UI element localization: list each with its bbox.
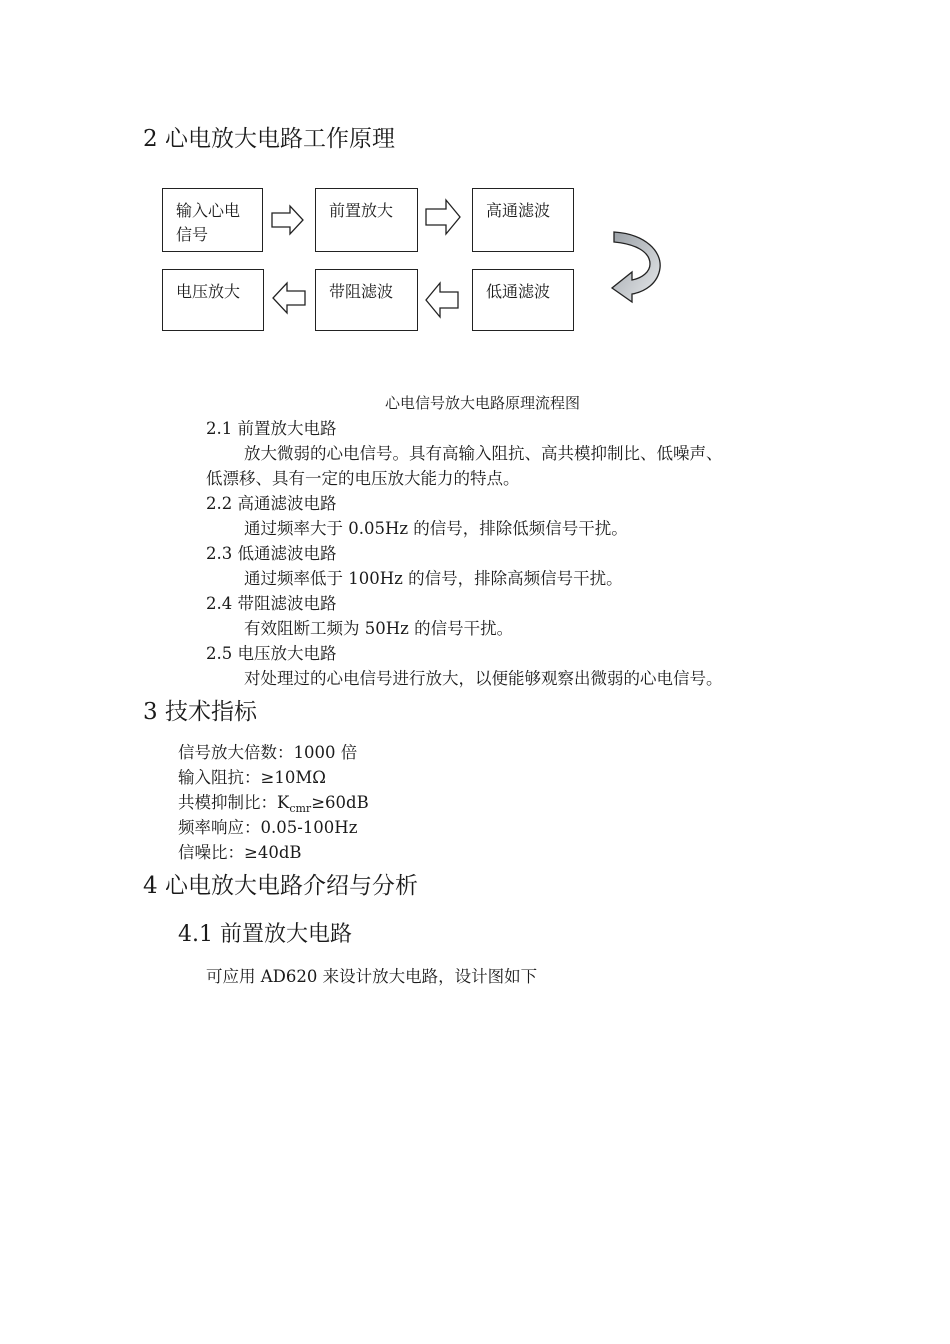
section-3-heading: 3 技术指标 — [143, 699, 257, 725]
arrow-left-icon — [424, 281, 460, 319]
flow-box-voltage-amp: 电压放大 — [162, 269, 264, 331]
flow-box-input: 输入心电信号 — [162, 188, 263, 252]
spec-cmrr-prefix: 共模抑制比：K — [178, 793, 290, 812]
flowchart-caption: 心电信号放大电路原理流程图 — [385, 394, 581, 412]
spec-input-impedance: 输入阻抗：≥10MΩ — [178, 768, 326, 787]
subsection-2-2-text: 通过频率大于 0.05Hz 的信号，排除低频信号干扰。 — [244, 519, 628, 538]
curved-arrow-icon — [606, 228, 666, 306]
spec-cmrr-suffix: ≥60dB — [311, 793, 369, 812]
spec-cmrr-subscript: cmr — [289, 802, 312, 815]
arrow-right-icon — [270, 204, 306, 236]
spec-cmrr — [178, 789, 369, 815]
subsection-2-4-text: 有效阻断工频为 50Hz 的信号干扰。 — [244, 619, 514, 638]
spec-frequency-response: 频率响应：0.05-100Hz — [178, 818, 358, 837]
section-2-heading: 2 心电放大电路工作原理 — [143, 126, 395, 152]
flow-box-highpass: 高通滤波 — [472, 188, 574, 252]
subsection-2-1-title: 2.1 前置放大电路 — [206, 419, 337, 438]
flow-box-bandstop: 带阻滤波 — [315, 269, 418, 331]
flow-box-preamp: 前置放大 — [315, 188, 418, 252]
subsection-2-4-title: 2.4 带阻滤波电路 — [206, 594, 337, 613]
arrow-left-icon — [271, 281, 307, 315]
subsection-2-2-title: 2.2 高通滤波电路 — [206, 494, 337, 513]
subsection-4-1-title: 4.1 前置放大电路 — [178, 922, 352, 947]
spec-snr: 信噪比：≥40dB — [178, 843, 302, 862]
subsection-2-1-text-line1: 放大微弱的心电信号。具有高输入阻抗、高共模抑制比、低噪声、 — [244, 444, 723, 463]
subsection-2-3-text: 通过频率低于 100Hz 的信号，排除高频信号干扰。 — [244, 569, 623, 588]
subsection-2-5-text: 对处理过的心电信号进行放大，以便能够观察出微弱的心电信号。 — [244, 669, 723, 688]
flow-box-lowpass: 低通滤波 — [472, 269, 574, 331]
arrow-right-icon — [424, 198, 462, 236]
spec-gain: 信号放大倍数：1000 倍 — [178, 743, 358, 762]
subsection-2-1-text-line2: 低漂移、具有一定的电压放大能力的特点。 — [206, 469, 520, 488]
subsection-2-5-title: 2.5 电压放大电路 — [206, 644, 337, 663]
subsection-4-1-text: 可应用 AD620 来设计放大电路，设计图如下 — [206, 967, 538, 986]
subsection-2-3-title: 2.3 低通滤波电路 — [206, 544, 337, 563]
section-4-heading: 4 心电放大电路介绍与分析 — [143, 873, 418, 899]
